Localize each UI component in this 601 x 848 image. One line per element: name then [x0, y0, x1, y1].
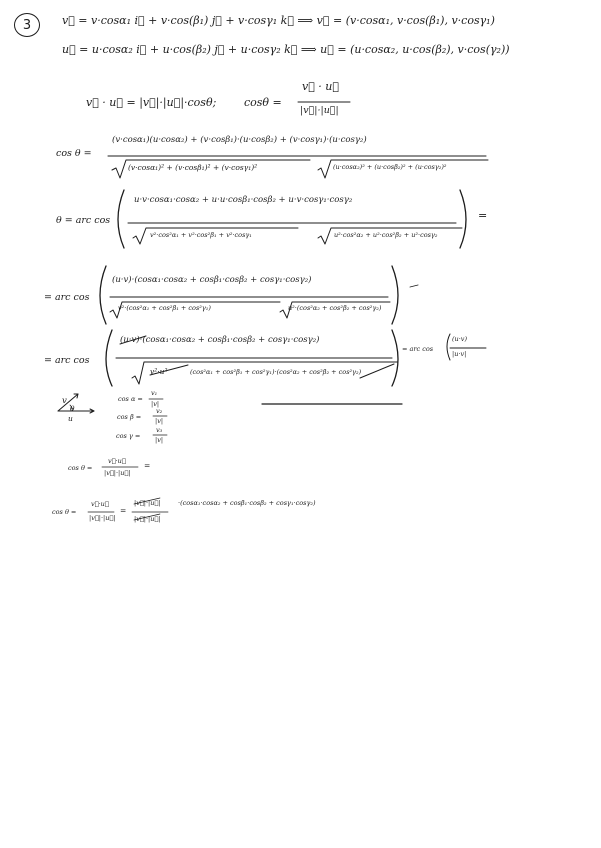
arccos-step1-close-paren [392, 266, 398, 324]
sketch-angle-arc [70, 405, 72, 411]
final-strike-2 [134, 514, 160, 520]
sketch-label-u: u [68, 414, 73, 423]
arccos-step2-tail-denominator: |u·v| [452, 350, 467, 358]
small-cos-theta-numerator: v⃗·u⃗ [108, 457, 126, 465]
final-magnitude-numerator: |v⃗|·|u⃗| [134, 499, 161, 507]
sketch-vector-v [58, 394, 78, 411]
cos-theta-denominator-u: (u·cosα₂)² + (u·cosβ₂)² + (u·cosγ₂)² [333, 163, 447, 171]
sketch-label-theta: θ [70, 404, 75, 413]
arccos-step2-close-paren [392, 330, 398, 386]
theta-open-paren [118, 190, 124, 248]
theta-denominator-v: v²·cos²α₁ + v²·cos²β₁ + v²·cosγ₁ [150, 231, 252, 239]
sketch-label-v: v [62, 396, 67, 406]
theta-radical-v [133, 228, 298, 244]
dot-fraction-numerator: v⃗ · u⃗ [302, 80, 339, 93]
dot-fraction-denominator: |v⃗|·|u⃗| [300, 105, 339, 116]
cos-theta-numerator: (v·cosα₁)(u·cosα₂) + (v·cosβ₁)·(u·cosβ₂) + (v·cosγ₁)·(u·cosγ₂) [112, 135, 367, 145]
vector-u-definition: u⃗ = u·cosα₂ i⃗ + u·cos(β₂) j⃗ + u·cosγ₂ k⃗ ⟹ u⃗ = (u·cosα₂, u·cos(β₂), v·cos(γ₂)) [62, 43, 510, 56]
arccos-step1-open-paren [100, 266, 106, 324]
final-strike-1 [134, 498, 160, 504]
arccos-step1-dash [410, 285, 418, 287]
strike-denominator-v2u2 [150, 365, 188, 375]
arccos-step2-lhs: = arc cos [44, 355, 90, 366]
small-cos-theta-denominator: |v⃗|·|u⃗| [104, 469, 131, 477]
final-equals: = [120, 506, 127, 515]
arccos-step1-denominator-v: v²·(cos²α₁ + cos²β₁ + cos²γ₁) [118, 304, 211, 312]
arccos-step2-tail-numerator: (u·v) [452, 335, 467, 343]
small-cos-theta-equals: = [144, 461, 151, 470]
arccos-step1-lhs: = arc cos [44, 292, 90, 303]
final-direction-cosine-sum: ·(cosα₁·cosα₂ + cosβ₁·cosβ₂ + cosγ₁·cosγ₂) [178, 499, 316, 507]
problem-number: 3 [22, 17, 32, 33]
cos-beta-numerator: v₂ [156, 407, 163, 415]
cos-theta-lhs: cos θ = [56, 148, 92, 159]
arccos-step2-open-paren [106, 330, 112, 386]
cos-gamma-label: cos γ = [116, 432, 141, 440]
dot-product-identity: v⃗ · u⃗ = |v⃗|·|u⃗|·cosθ; [86, 96, 217, 109]
vector-v-definition: v⃗ = v·cosα₁ i⃗ + v·cos(β₁) j⃗ + v·cosγ₁ k⃗ ⟹ v⃗ = (v·cosα₁, v·cos(β₁), v·cosγ₁) [62, 14, 495, 27]
cos-gamma-numerator: v₃ [156, 426, 163, 434]
theta-arccos-lhs: θ = arc cos [56, 215, 111, 226]
cos-beta-label: cos β = [117, 413, 142, 421]
arccos-step2-numerator: (u·v)·(cosα₁·cosα₂ + cosβ₁·cosβ₂ + cosγ₁·cosγ₂) [120, 335, 320, 345]
cos-alpha-numerator: v₁ [151, 389, 158, 397]
arccos-step2-tail: = arc cos [402, 345, 434, 353]
arccos-step1-denominator-u: u²·(cos²α₂ + cos²β₂ + cos²γ₂) [288, 304, 382, 312]
cos-gamma-denominator: |v| [155, 436, 164, 444]
theta-numerator: u·v·cosα₁·cosα₂ + u·u·cosβ₁·cosβ₂ + u·v·cosγ₁·cosγ₂ [134, 195, 353, 205]
final-magnitude-denominator: |v⃗|·|u⃗| [134, 515, 161, 523]
theta-close-paren [460, 190, 466, 248]
cos-beta-denominator: |v| [155, 417, 164, 425]
strike-numerator-uv [120, 336, 146, 344]
arccos-step1-numerator: (u·v)·(cosα₁·cosα₂ + cosβ₁·cosβ₂ + cosγ₁·cosγ₂) [112, 275, 312, 285]
equals-sign: = [478, 209, 488, 222]
arccos-step1-radical-u [280, 302, 390, 318]
theta-denominator-u: u²·cos²α₂ + u²·cos²β₂ + u²·cosγ₂ [334, 231, 438, 239]
cos-alpha-denominator: |v| [151, 400, 160, 408]
arccos-step2-radical [132, 362, 398, 384]
cos-theta-denominator-v: (v·cosα₁)² + (v·cosβ₁)² + (v·cosγ₁)² [128, 163, 258, 172]
cos-theta-radical-u [318, 160, 488, 178]
cos-theta-radical-v [112, 160, 310, 178]
cos-theta-label: cosθ = [244, 96, 282, 109]
strike-denominator-tail [360, 364, 394, 378]
final-fraction-denominator: |v⃗|·|u⃗| [89, 514, 116, 522]
cos-alpha-label: cos α = [118, 395, 143, 403]
final-fraction-numerator: v⃗·u⃗ [91, 500, 109, 508]
arccos-step2-tail-paren [447, 334, 450, 360]
arccos-step2-denominator-struck: v²·u² [150, 367, 168, 376]
arccos-step2-denominator: (cos²α₁ + cos²β₁ + cos²γ₁)·(cos²α₂ + cos²β₂ + cos²γ₂) [190, 368, 362, 376]
theta-radical-u [318, 228, 462, 244]
final-cos-theta-lhs: cos θ = [52, 508, 77, 516]
arccos-step1-radical-v [110, 302, 280, 318]
small-cos-theta-lhs: cos θ = [68, 464, 93, 472]
